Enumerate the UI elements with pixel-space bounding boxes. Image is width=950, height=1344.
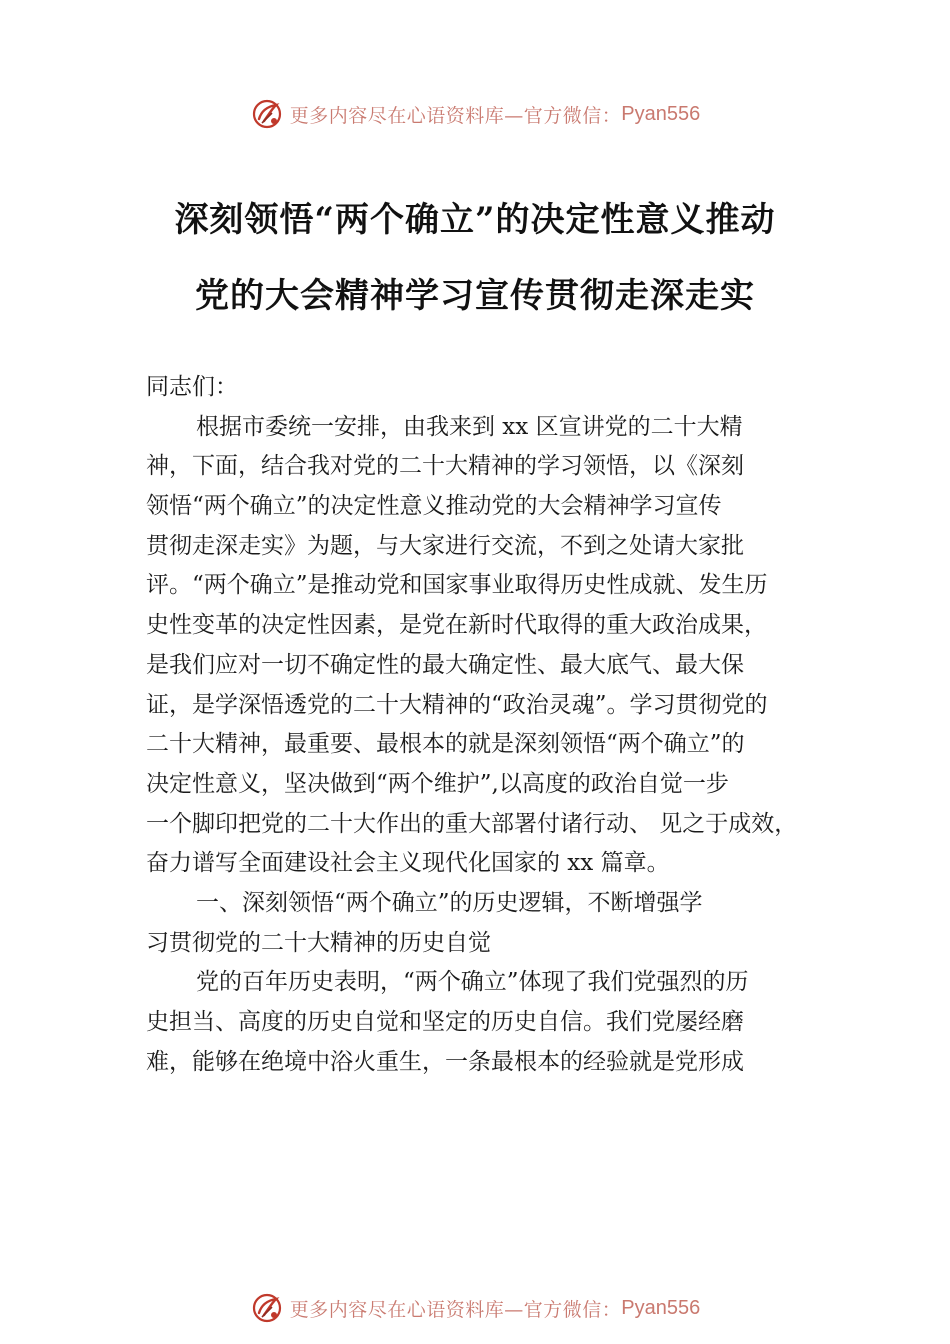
- paragraph-1-line: 一个脚印把党的二十大作出的重大部署付诸行动、 见之于成效，: [146, 810, 798, 837]
- paragraph-1-line: 贯彻走深走实》为题，与大家进行交流，不到之处请大家批: [146, 532, 744, 559]
- paragraph-1-line: 是我们应对一切不确定性的最大确定性、最大底气、最大保: [146, 651, 744, 678]
- greeting: 同志们：: [146, 374, 238, 400]
- paragraph-1-line: 史性变革的决定性因素，是党在新时代取得的重大政治成果，: [146, 612, 767, 639]
- paragraph-1-line: 领悟“两个确立”的决定性意义推动党的大会精神学习宣传: [146, 493, 722, 520]
- paragraph-1-line: 根据市委统一安排，由我来到 xx 区宣讲党的二十大精: [196, 413, 743, 440]
- footer-watermark: [0, 1288, 950, 1328]
- seal-logo-icon: [250, 1291, 284, 1325]
- paragraph-1-line: 决定性意义，坚决做到“两个维护”,以高度的政治自觉一步: [146, 770, 729, 797]
- document-body: [146, 368, 836, 1082]
- watermark-text: 更多内容尽在心语资料库—官方微信：: [289, 1298, 622, 1321]
- paragraph-1-line: 证，是学深悟透党的二十大精神的“政治灵魂”。学习贯彻党的: [146, 691, 768, 718]
- paragraph-2-line: 史担当、高度的历史自觉和坚定的历史自信。我们党屡经磨: [146, 1009, 744, 1035]
- watermark-text: 更多内容尽在心语资料库—官方微信：: [289, 104, 622, 127]
- paragraph-2-line: 党的百年历史表明，“两个确立”体现了我们党强烈的历: [196, 969, 749, 996]
- paragraph-1-line: 神，下面，结合我对党的二十大精神的学习领悟，以《深刻: [146, 453, 744, 480]
- paragraph-2-line: 难，能够在绝境中浴火重生，一条最根本的经验就是党形成: [146, 1048, 744, 1075]
- watermark-wechat-id: Pyan556: [621, 1296, 701, 1319]
- document-title-line-1: 深刻领悟“两个确立”的决定性意义推动: [174, 200, 776, 240]
- section-heading-1-line: 一、深刻领悟“两个确立”的历史逻辑，不断增强学: [196, 889, 703, 916]
- paragraph-1-line: 二十大精神，最重要、最根本的就是深刻领悟“两个确立”的: [146, 731, 745, 758]
- header-watermark: [0, 94, 950, 134]
- watermark-wechat-id: Pyan556: [621, 102, 701, 125]
- seal-logo-icon: [250, 97, 284, 131]
- paragraph-1-line: 奋力谱写全面建设社会主义现代化国家的 xx 篇章。: [146, 850, 670, 877]
- section-heading-1-line: 习贯彻党的二十大精神的历史自觉: [146, 929, 491, 956]
- paragraph-1-line: 评。“两个确立”是推动党和国家事业取得历史性成就、发生历: [146, 572, 768, 599]
- document-title-line-2: 党的大会精神学习宣传贯彻走深走实: [195, 276, 755, 316]
